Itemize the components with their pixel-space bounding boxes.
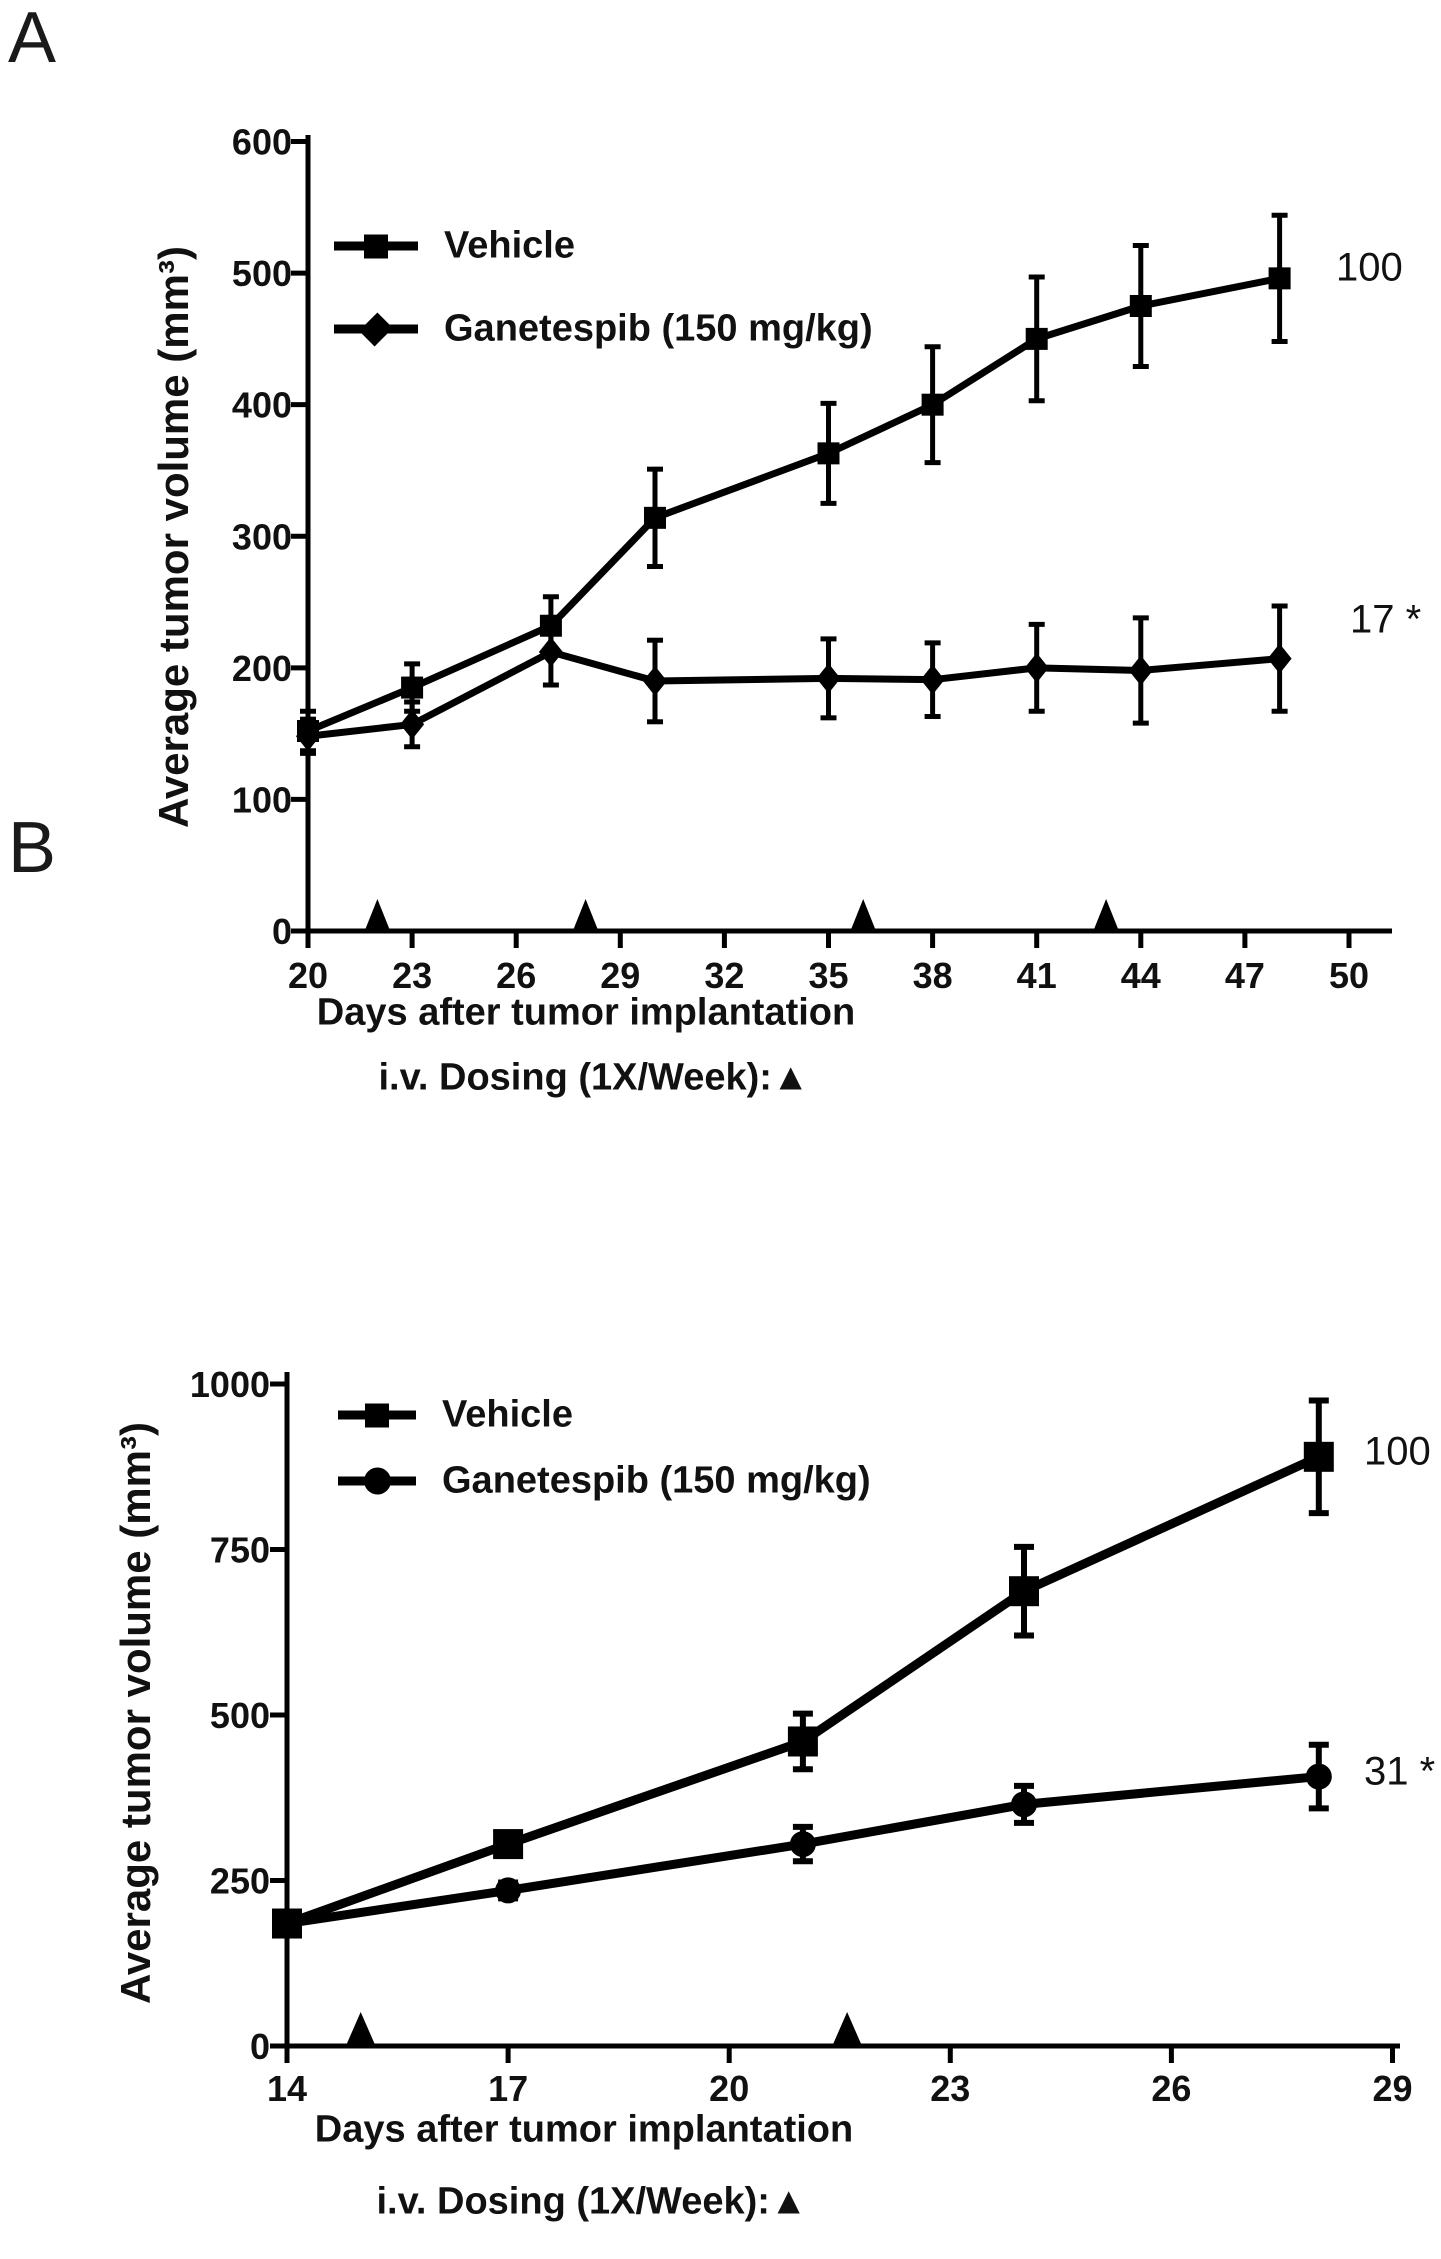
vehicle-square-marker-icon (338, 1394, 416, 1436)
legend-label: Vehicle (444, 224, 575, 267)
x-axis-tick-label: 20 (709, 2068, 750, 2109)
panel-a-ganetespib-endpoint-label: 17 * (1350, 597, 1422, 642)
panel-a-dosing-caption: i.v. Dosing (1X/Week):▲ (378, 1056, 810, 1099)
y-axis-tick-label: 0 (271, 911, 292, 952)
x-axis-tick-label: 47 (1224, 955, 1265, 996)
data-point-circle-marker (790, 1831, 816, 1857)
legend-label: Ganetespib (150 mg/kg) (442, 1459, 871, 1502)
data-point-circle-marker (1011, 1791, 1037, 1817)
data-point-square-marker (1304, 1442, 1334, 1472)
data-point-diamond-marker (1129, 655, 1153, 685)
dosing-triangle-icon (1094, 899, 1118, 929)
data-point-diamond-marker (400, 709, 424, 739)
x-axis-tick-label: 29 (600, 955, 641, 996)
legend-label: Vehicle (442, 1393, 573, 1436)
data-point-square-marker (1130, 295, 1152, 317)
x-axis-tick-label: 50 (1328, 955, 1370, 996)
panel-a-legend-item-ganetespib (334, 308, 873, 351)
y-axis-tick-label: 100 (231, 779, 292, 821)
y-axis-tick-label: 500 (231, 253, 292, 295)
data-point-square-marker (922, 394, 944, 416)
data-point-diamond-marker (921, 665, 945, 695)
panel-b-legend-item-vehicle (338, 1394, 573, 1437)
panel-a-legend-item-vehicle (334, 225, 575, 268)
panel-b-y-axis-title: Average tumor volume (mm³) (112, 1422, 159, 2004)
data-point-square-marker (788, 1726, 818, 1756)
panel-a-y-axis-title: Average tumor volume (mm³) (150, 246, 197, 828)
panel-b-ganetespib-endpoint-label: 31 * (1364, 1749, 1436, 1794)
dosing-triangle-icon (833, 2012, 861, 2044)
data-point-square-marker (1026, 328, 1048, 350)
data-point-diamond-marker (539, 637, 563, 667)
x-axis-tick-label: 14 (266, 2068, 308, 2109)
y-axis-tick-label: 500 (209, 1695, 270, 1736)
y-axis-tick-label: 400 (231, 384, 292, 426)
vehicle-square-marker-icon (334, 225, 418, 267)
legend-label: Ganetespib (150 mg/kg) (444, 307, 873, 350)
data-point-diamond-marker (817, 663, 841, 693)
y-axis-tick-label: 250 (209, 1860, 270, 1902)
y-axis-tick-label: 300 (231, 516, 292, 558)
x-axis-tick-label: 32 (704, 955, 745, 996)
x-axis-tick-label: 17 (488, 2068, 529, 2109)
ganetespib-circle-marker-icon (338, 1460, 416, 1502)
data-point-circle-marker (495, 1877, 521, 1903)
y-axis-tick-label: 750 (209, 1529, 270, 1571)
dosing-triangle-icon (365, 899, 389, 929)
data-point-square-marker (644, 507, 666, 529)
x-axis-tick-label: 23 (930, 2068, 971, 2109)
x-axis-tick-label: 26 (1151, 2068, 1192, 2109)
y-axis-tick-label: 1000 (189, 1364, 270, 1405)
x-axis-tick-label: 44 (1120, 955, 1161, 996)
y-axis-tick-label: 0 (249, 2026, 270, 2067)
panel-a-x-axis-title: Days after tumor implantation (316, 991, 856, 1034)
panel-b-legend-item-ganetespib (338, 1460, 871, 1503)
x-axis-tick-label: 23 (392, 955, 433, 996)
x-axis-tick-label: 20 (287, 955, 329, 996)
data-point-square-marker (493, 1829, 523, 1859)
x-axis-tick-label: 29 (1372, 2068, 1413, 2109)
y-axis-tick-label: 600 (231, 121, 292, 163)
dosing-triangle-icon (347, 2012, 375, 2044)
dosing-triangle-icon (851, 899, 875, 929)
data-point-diamond-marker (643, 666, 667, 696)
dosing-triangle-icon (574, 899, 598, 929)
data-point-square-marker (1269, 267, 1291, 289)
data-point-diamond-marker (1025, 653, 1049, 683)
x-axis-tick-label: 41 (1016, 955, 1057, 996)
data-point-square-marker (818, 442, 840, 464)
data-point-circle-marker (274, 1911, 300, 1937)
x-axis-tick-label: 38 (912, 955, 953, 996)
data-point-square-marker (401, 677, 423, 699)
panel-b-x-axis-title: Days after tumor implantation (314, 2108, 854, 2151)
panel-a-vehicle-endpoint-label: 100 (1336, 245, 1403, 290)
panel-b-dosing-caption: i.v. Dosing (1X/Week):▲ (376, 2180, 808, 2223)
panel-a-label: A (8, 0, 57, 78)
data-point-circle-marker (1306, 1764, 1332, 1790)
y-axis-tick-label: 200 (231, 647, 292, 689)
panel-b-vehicle-endpoint-label: 100 (1364, 1429, 1431, 1474)
x-axis-tick-label: 26 (496, 955, 537, 996)
data-point-diamond-marker (1268, 644, 1292, 674)
x-axis-tick-label: 35 (808, 955, 849, 996)
panel-b-label: B (8, 808, 57, 888)
ganetespib-diamond-marker-icon (334, 308, 418, 350)
data-point-square-marker (1009, 1576, 1039, 1606)
